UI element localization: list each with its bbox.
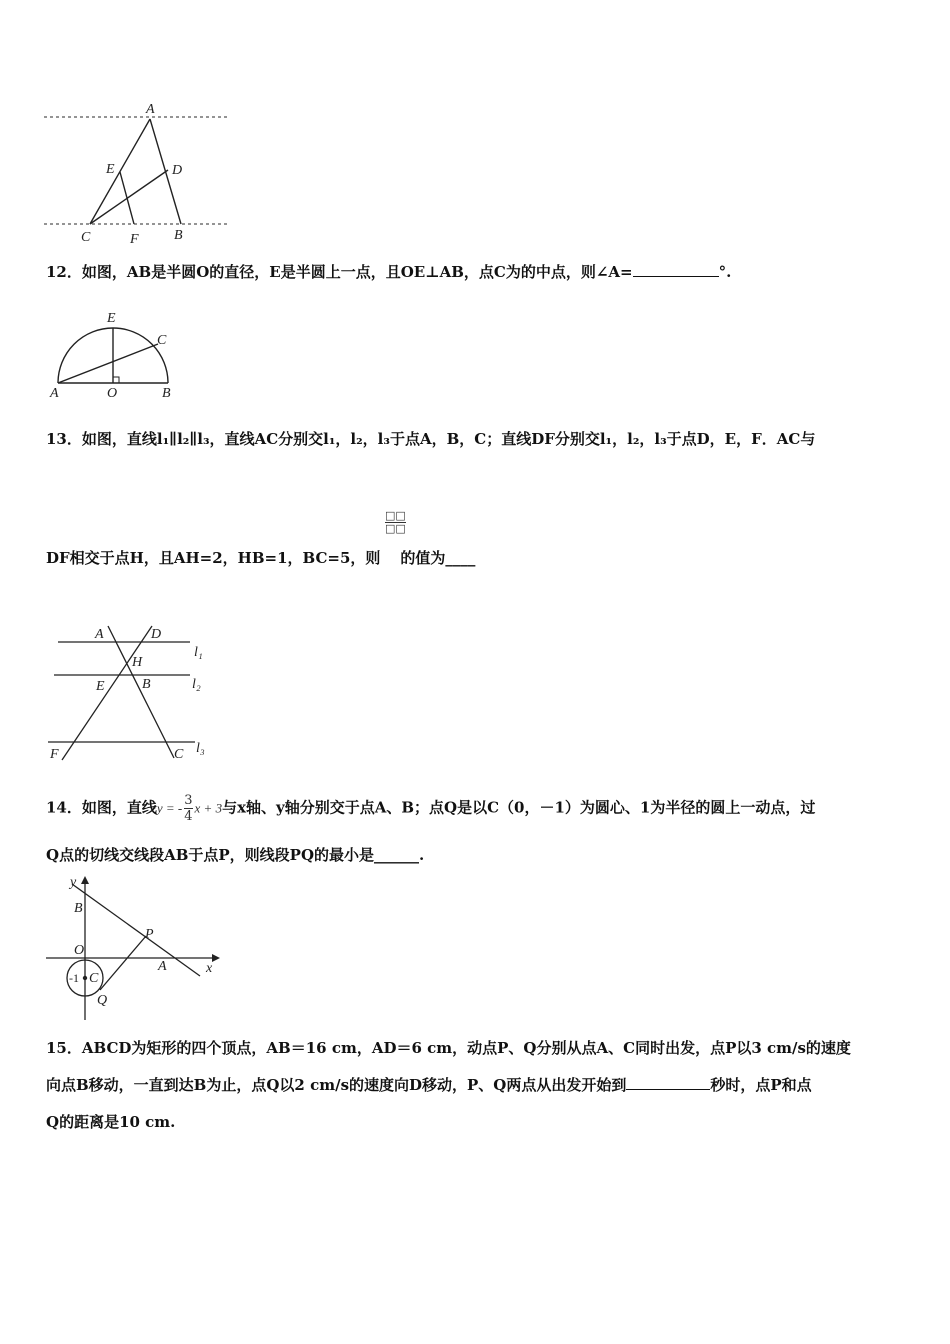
label-l2: l₂ [192, 677, 201, 692]
question-14-line1 [46, 794, 815, 823]
label-C: C [174, 747, 184, 762]
label-A: A [146, 102, 155, 117]
label-C: C [81, 230, 91, 245]
q13-ratio-numerator: □□ [385, 509, 406, 522]
label-F: F [50, 747, 59, 762]
question-12 [46, 262, 731, 282]
label-B: B [74, 901, 83, 916]
question-14-line2 [46, 845, 424, 865]
label-O: O [107, 386, 118, 401]
q15-text-1: 15．ABCD为矩形的四个顶点，AB＝16 cm，AD＝6 cm，动点P、Q分别从点A、C同时出发，点P以3 cm/s的速度 [46, 1039, 851, 1057]
q15-answer-blank[interactable] [626, 1075, 710, 1090]
q13-text-3: 的值为____ [400, 549, 476, 567]
figure-parallel-lines [40, 620, 220, 766]
figure-semicircle [44, 306, 184, 402]
q12-text: 12．如图，AB是半圆O的直径，E是半圆上一点，且OE⊥AB，点C为的中点，则∠A= [46, 263, 633, 281]
q14-equation-left: y = - [156, 800, 183, 816]
label-x: x [206, 961, 213, 976]
q12-degree: °. [718, 263, 732, 281]
label-H: H [132, 655, 143, 670]
q14-fraction-num: 3 [184, 793, 193, 808]
label-A: A [95, 627, 104, 642]
q13-ratio-denominator: □□ [385, 522, 406, 535]
question-13-line2 [46, 548, 475, 568]
center-C [83, 976, 87, 980]
line-AB [72, 884, 200, 976]
label-D: D [172, 163, 183, 178]
q14-text-after: 与x轴、y轴分别交于点A、B；点Q是以C（0，－1）为圆心、1为半径的圆上一动点，过 [222, 798, 816, 817]
label-O: O [74, 943, 85, 958]
q14-prefix: 14．如图，直线 [46, 798, 157, 817]
question-15-line3 [46, 1112, 175, 1132]
label-y: y [70, 875, 77, 890]
figure-triangle-parallels [40, 98, 240, 246]
label-F: F [130, 232, 139, 246]
x-axis-arrow [212, 954, 220, 962]
q14-equation-right: x + 3 [194, 800, 223, 816]
segment-AC [58, 344, 158, 383]
question-15-line2 [46, 1075, 812, 1095]
y-axis-arrow [81, 876, 89, 884]
q12-answer-blank[interactable] [633, 262, 719, 277]
label-A: A [158, 959, 167, 974]
label-E: E [106, 162, 115, 177]
label-B: B [162, 386, 171, 401]
right-angle-mark [113, 377, 119, 383]
label-D: D [151, 627, 162, 642]
q14-text-2: Q点的切线交线段AB于点P，则线段PQ的最小是______. [46, 846, 425, 864]
segment-EF [120, 172, 134, 224]
tangent-PQ [100, 936, 146, 990]
q14-fraction-den: 4 [184, 809, 193, 824]
question-13-line1 [46, 429, 815, 449]
label-minus1: -1 [69, 971, 79, 985]
line-AC [108, 626, 174, 758]
label-l1: l₁ [194, 645, 203, 660]
label-C: C [157, 333, 167, 348]
question-15-line1 [46, 1038, 851, 1058]
label-E: E [96, 679, 105, 694]
q13-ratio-fraction [385, 510, 406, 535]
q15-text-2: 向点B移动，一直到达B为止，点Q以2 cm/s的速度向D移动，P、Q两点从出发开始到 [46, 1076, 627, 1094]
q14-equation-fraction [184, 794, 192, 823]
label-C: C [89, 971, 99, 986]
q15-text-3: 秒时，点P和点 [710, 1076, 812, 1094]
q15-text-4: Q的距离是10 cm. [46, 1113, 176, 1131]
figure-coordinate [40, 872, 220, 1024]
segment-CD [90, 170, 168, 224]
label-l3: l₃ [196, 741, 205, 756]
q13-text-2: DF相交于点H，且AH=2，HB=1，BC=5，则 [46, 549, 381, 567]
q13-text-1: 13．如图，直线l₁∥l₂∥l₃，直线AC分别交l₁，l₂，l₃于点A，B，C；直线DF分别交l₁，l₂，l₃于点D，E，F．AC与 [46, 430, 816, 448]
label-Q: Q [97, 993, 108, 1008]
line-DF [62, 626, 152, 760]
label-P: P [145, 927, 154, 942]
label-A: A [50, 386, 59, 401]
label-B: B [142, 677, 151, 692]
label-B: B [174, 228, 183, 243]
segment-CA [90, 119, 150, 224]
label-E: E [107, 311, 116, 326]
